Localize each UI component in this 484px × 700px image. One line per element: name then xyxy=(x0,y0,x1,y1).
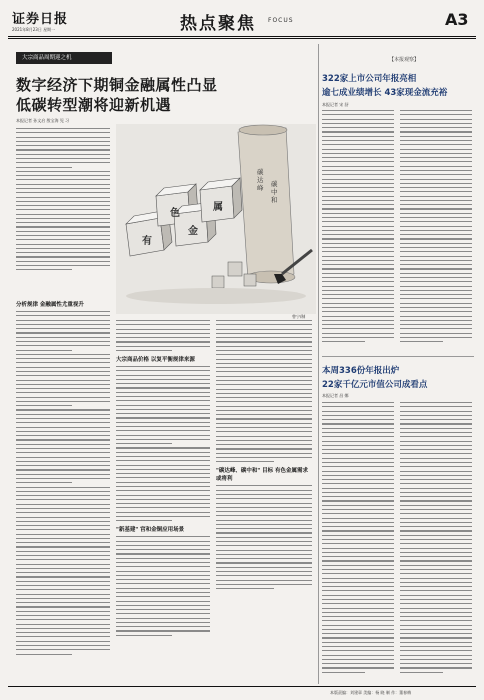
scroll-text-tanzhonghe: 碳中和 xyxy=(271,180,278,204)
cube-label-jin: 金 xyxy=(188,226,198,237)
right-headline-2-line-1: 本周336份年报出炉 xyxy=(322,366,400,376)
headline-line-2: 低碳转型潮将迎新机遇 xyxy=(16,96,172,114)
right-story-divider xyxy=(322,356,474,357)
right-headline-1-line-1: 322家上市公司年报亮相 xyxy=(322,74,417,84)
article-byline: 本报记者 孙文启 殷宝海 见 习 xyxy=(16,118,70,123)
photo-caption: 曾宁/制 xyxy=(292,314,306,319)
footer-rule xyxy=(8,686,476,687)
subhead-2: 大宗商品价格 以复平衡规律来源 xyxy=(116,357,195,364)
right-story-2-column-b xyxy=(400,402,472,676)
cube-label-shu: 属 xyxy=(213,202,223,213)
page-number: A3 xyxy=(445,10,469,29)
section-title: 热点聚焦 xyxy=(180,14,256,34)
right-story-1-column-b xyxy=(400,110,472,345)
main-column-2 xyxy=(116,320,210,639)
right-headline-2-line-2: 22家千亿元市值公司成看点 xyxy=(322,380,428,390)
top-rule-secondary xyxy=(8,38,476,39)
subhead-1: 分析规律 金融属性尤重视升 xyxy=(16,302,84,308)
right-byline-2: 本报记者 昌 娜 xyxy=(322,393,349,398)
right-byline-1: 本报记者 宋 舒 xyxy=(322,102,349,107)
headline-line-1: 数字经济下期铜金融属性凸显 xyxy=(16,76,218,94)
top-rule xyxy=(8,36,476,37)
footer-credits: 本版责编：刘建章 美编：杨 晓 制 作：董春梅 xyxy=(330,690,412,695)
scroll-graphic xyxy=(238,125,295,283)
newspaper-logo: 证券日报 xyxy=(12,12,69,27)
main-column-left-top xyxy=(16,128,110,274)
subhead-4: "新基建" 宫和金铜应用场景 xyxy=(116,527,185,534)
scroll-text-tanda: 碳达峰 xyxy=(257,168,264,192)
subhead-3: "碳达峰、碳中和" 目标 有色金属需求或将利 xyxy=(216,468,309,483)
right-story-2-column-a xyxy=(322,402,394,676)
cube-label-se: 色 xyxy=(170,208,180,219)
section-title-en: FOCUS xyxy=(268,17,294,24)
illustration-metal-cubes xyxy=(116,124,316,314)
article-kicker: 大宗商品周期迎之机 xyxy=(16,52,112,64)
right-headline-1-line-2: 逾七成业绩增长 43家现金流充裕 xyxy=(322,88,448,98)
column-divider xyxy=(318,44,319,684)
cube-label-you: 有 xyxy=(142,236,152,247)
main-column-3 xyxy=(216,320,312,592)
issue-date: 2021年8月23日 星期一 xyxy=(12,27,56,32)
right-story-1-column-a xyxy=(322,110,394,345)
right-section-tag: 【本报观察】 xyxy=(389,57,420,63)
main-column-1 xyxy=(16,296,110,658)
